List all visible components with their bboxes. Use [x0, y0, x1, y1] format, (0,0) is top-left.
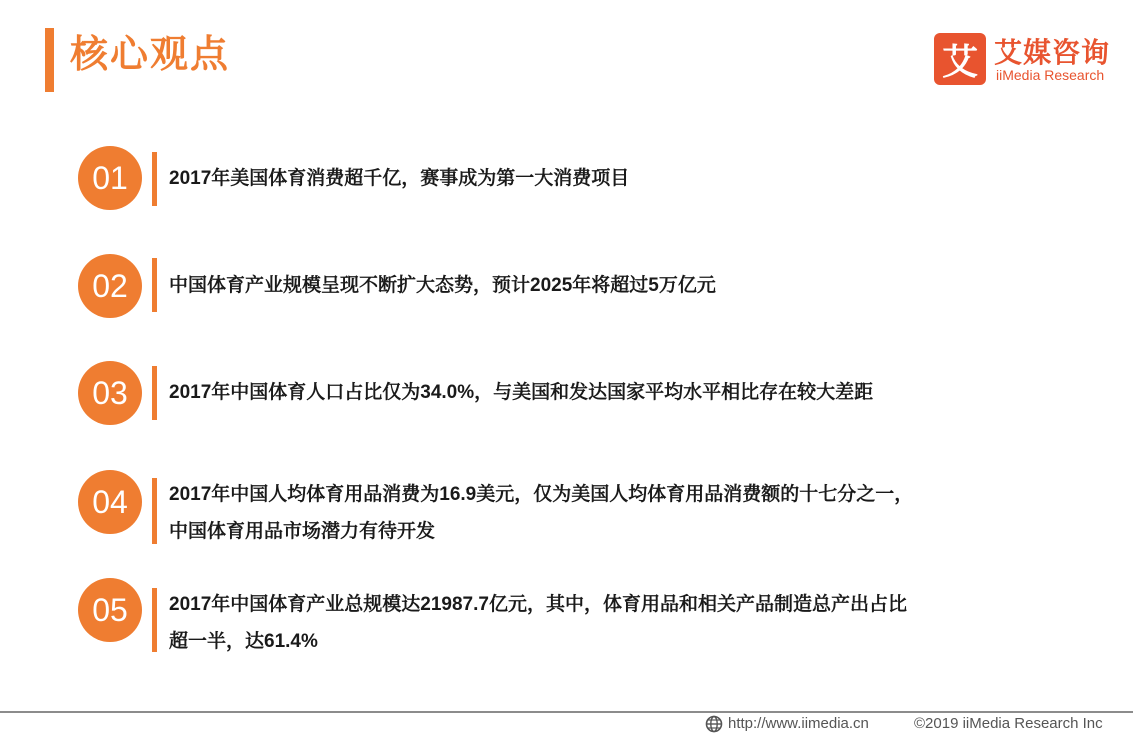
point-number-badge: 05	[78, 578, 142, 642]
key-point-01	[78, 146, 1038, 210]
point-text-line: 2017年美国体育消费超千亿，赛事成为第一大消费项目	[169, 168, 630, 189]
point-divider	[152, 366, 157, 420]
point-divider	[152, 588, 157, 652]
point-divider	[152, 478, 157, 544]
point-number-badge: 03	[78, 361, 142, 425]
key-point-05	[78, 578, 1038, 652]
point-text-line: 中国体育产业规模呈现不断扩大态势，预计2025年将超过5万亿元	[169, 275, 716, 296]
logo-chinese-name: 艾媒咨询	[994, 37, 1111, 68]
point-text-line: 2017年中国人均体育用品消费为16.9美元，仅为美国人均体育用品消费额的十七分之一，	[169, 484, 914, 505]
point-text-line: 超一半，达61.4%	[169, 631, 318, 652]
point-divider	[152, 152, 157, 206]
key-point-04	[78, 470, 1038, 544]
point-text-line: 2017年中国体育产业总规模达21987.7亿元，其中，体育用品和相关产品制造总产出占比	[169, 594, 907, 615]
point-number-badge: 04	[78, 470, 142, 534]
logo-mark-icon: 艾	[934, 33, 986, 85]
point-divider	[152, 258, 157, 312]
point-number-badge: 02	[78, 254, 142, 318]
point-text-line: 2017年中国体育人口占比仅为34.0%，与美国和发达国家平均水平相比存在较大差距	[169, 382, 874, 403]
logo-english-name: iiMedia Research	[996, 67, 1105, 83]
footer-url[interactable]: http://www.iimedia.cn	[728, 715, 869, 732]
key-point-03	[78, 361, 1038, 425]
iimedia-logo	[934, 31, 1124, 87]
point-number-badge: 01	[78, 146, 142, 210]
globe-icon	[705, 715, 723, 733]
point-text-line: 中国体育用品市场潜力有待开发	[169, 521, 436, 542]
key-point-02	[78, 254, 1038, 318]
title-accent-bar	[45, 28, 54, 92]
footer-copyright: ©2019 iiMedia Research Inc	[914, 715, 1103, 732]
page-title: 核心观点	[70, 34, 231, 76]
